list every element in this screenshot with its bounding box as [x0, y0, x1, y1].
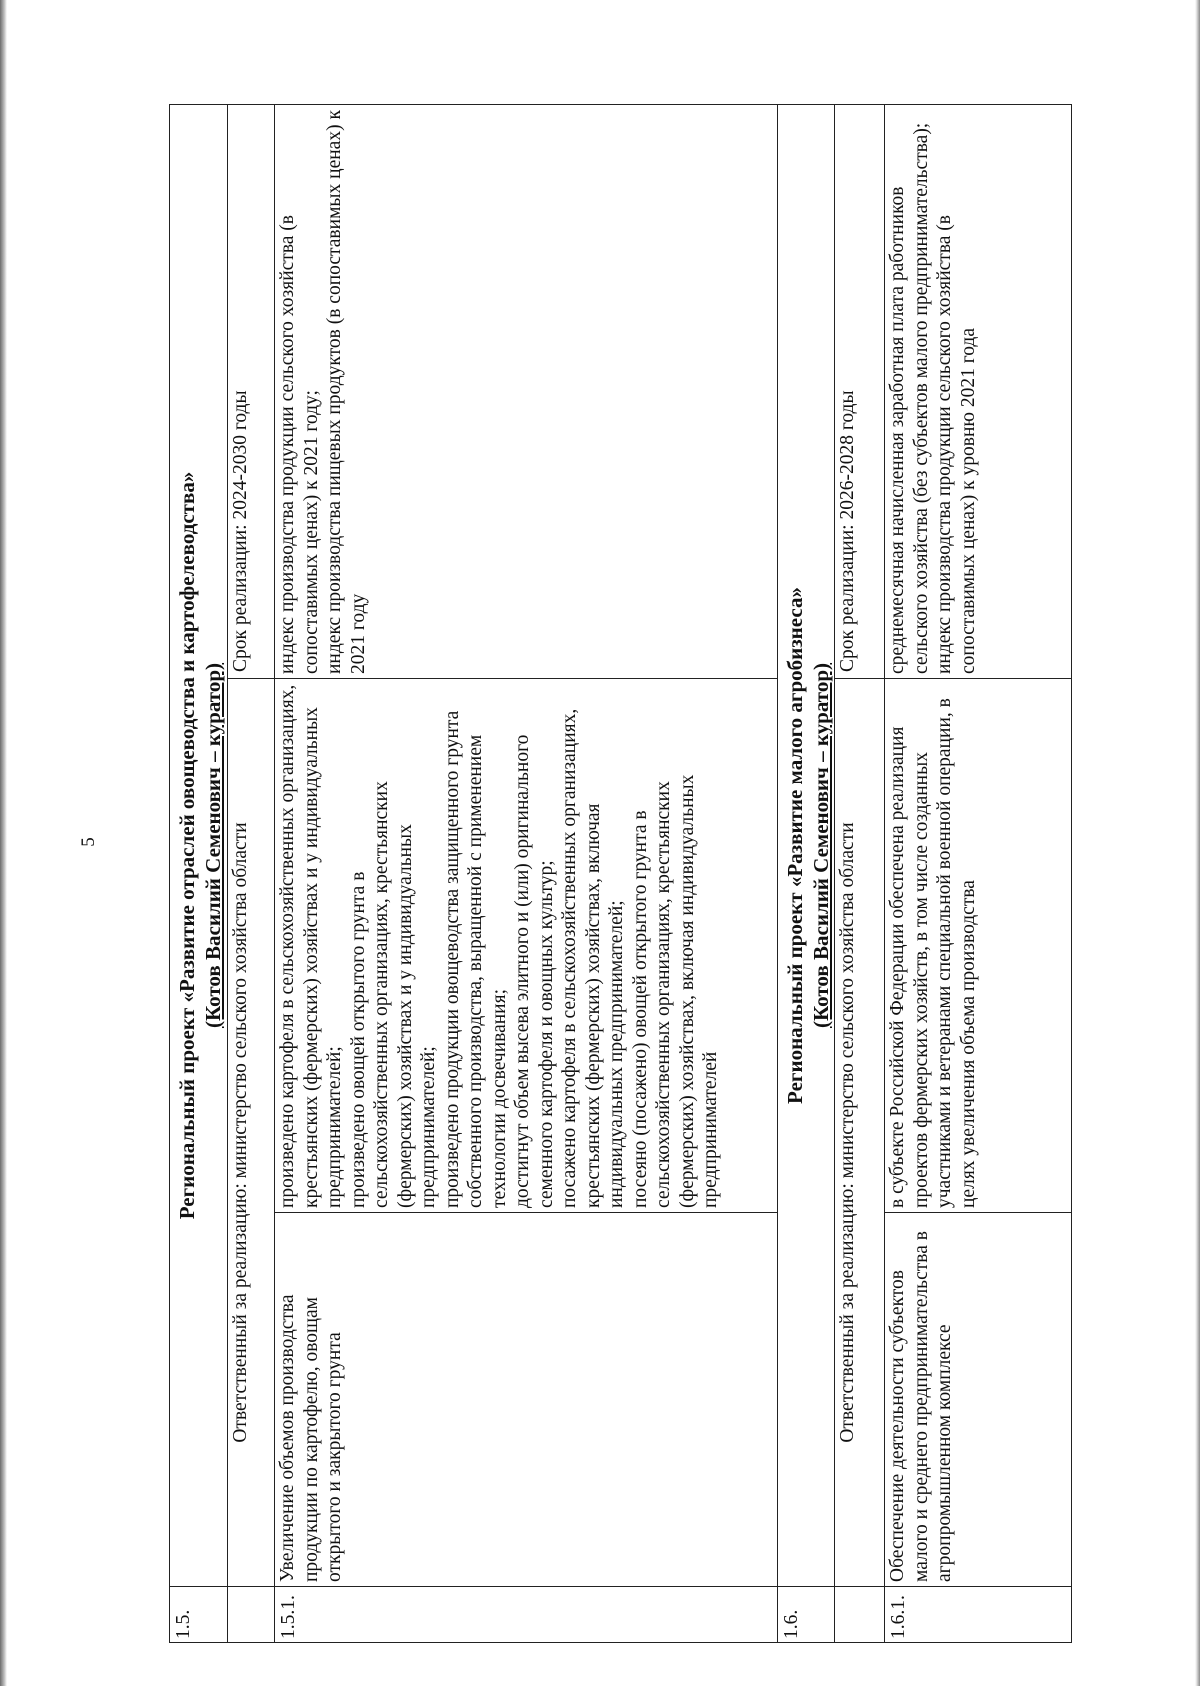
empty-cell — [228, 1587, 275, 1643]
task-effects — [275, 679, 778, 1213]
effect-item: достигнут объем высева элитного и (или) оригинального семенного картофеля и овощных культур; — [512, 734, 557, 1208]
effect-item: посеяно (посажено) овощей открытого грунта в сельскохозяйственных организациях, крестьянских (фермерских) хозяйствах, включая индивидуальных предпринимателей — [629, 774, 721, 1208]
task-indicators — [275, 104, 778, 678]
effect-item: произведено овощей открытого грунта в сельскохозяйственных организациях, крестьянских (фермерских) хозяйствах и у индивидуальных предпринимателей; — [347, 781, 439, 1208]
section-curator: (Котов Василий Семенович – куратор) — [201, 662, 225, 1029]
task-name: Увеличение объемов производства продукции по картофелю, овощам открытого и закрытого грунта — [275, 1213, 778, 1587]
task-row — [885, 104, 1072, 1642]
section-meta-row — [228, 104, 275, 1642]
indicator-item: индекс производства продукции сельского хозяйства (в сопоставимых ценах) к 2021 году; — [277, 214, 322, 674]
indicator-item: индекс производства продукции сельского хозяйства (в сопоставимых ценах) к уровню 2021 года — [934, 214, 979, 674]
section-meta-row — [835, 104, 885, 1642]
task-indicators — [885, 104, 1072, 678]
section-title: Региональный проект «Развитие отраслей овощеводства и картофелеводства» — [175, 471, 199, 1220]
task-row — [275, 104, 778, 1642]
section-title: Региональный проект «Развитие малого агробизнеса» — [783, 587, 807, 1104]
section-number: 1.6. — [778, 1587, 835, 1643]
effect-item: произведено продукции овощеводства защищенного грунта собственного производства, выращенной с применением технологии досвечивания; — [441, 710, 510, 1208]
section-header-row — [778, 104, 835, 1642]
effect-item: в субъекте Российской Федерации обеспечена реализация проектов фермерских хозяйств, в том числе созданных участниками и ветеранами специальной военной операции, в целях увеличения объема производства — [887, 698, 979, 1208]
section-header-row — [170, 104, 228, 1642]
effect-item: произведено картофеля в сельскохозяйственных организациях, крестьянских (фермерских) хозяйствах и у индивидуальных предпринимателей; — [277, 684, 345, 1208]
regional-projects-table — [169, 104, 1072, 1643]
section-responsible: Ответственный за реализацию: министерство сельского хозяйства области — [228, 679, 275, 1587]
section-number: 1.5. — [170, 1587, 228, 1643]
scan-edge-right — [1195, 0, 1200, 1686]
effect-item: посажено картофеля в сельскохозяйственных организациях, крестьянских (фермерских) хозяйствах, включая индивидуальных предпринимателей; — [559, 708, 627, 1208]
section-title-cell — [170, 104, 228, 1586]
page-number: 5 — [77, 837, 99, 847]
section-responsible: Ответственный за реализацию: министерство сельского хозяйства области — [835, 679, 885, 1587]
task-effects — [885, 679, 1072, 1213]
task-number: 1.5.1. — [275, 1587, 778, 1643]
indicator-item: среднемесячная начисленная заработная плата работников сельского хозяйства (без субъектов малого предпринимательства); — [887, 122, 932, 674]
section-term: Срок реализации: 2024-2030 годы — [228, 104, 275, 678]
document-table-rotated — [169, 105, 1071, 1643]
indicator-item: индекс производства пищевых продуктов (в сопоставимых ценах) к 2021 году — [324, 110, 369, 674]
task-number: 1.6.1. — [885, 1587, 1072, 1643]
scan-edge-left — [0, 0, 7, 1686]
task-name: Обеспечение деятельности субъектов малого и среднего предпринимательства в агропромышленном комплексе — [885, 1213, 1072, 1587]
section-term: Срок реализации: 2026-2028 годы — [835, 104, 885, 678]
section-curator: (Котов Василий Семенович – куратор) — [809, 662, 833, 1029]
empty-cell — [835, 1587, 885, 1643]
section-title-cell — [778, 104, 835, 1586]
